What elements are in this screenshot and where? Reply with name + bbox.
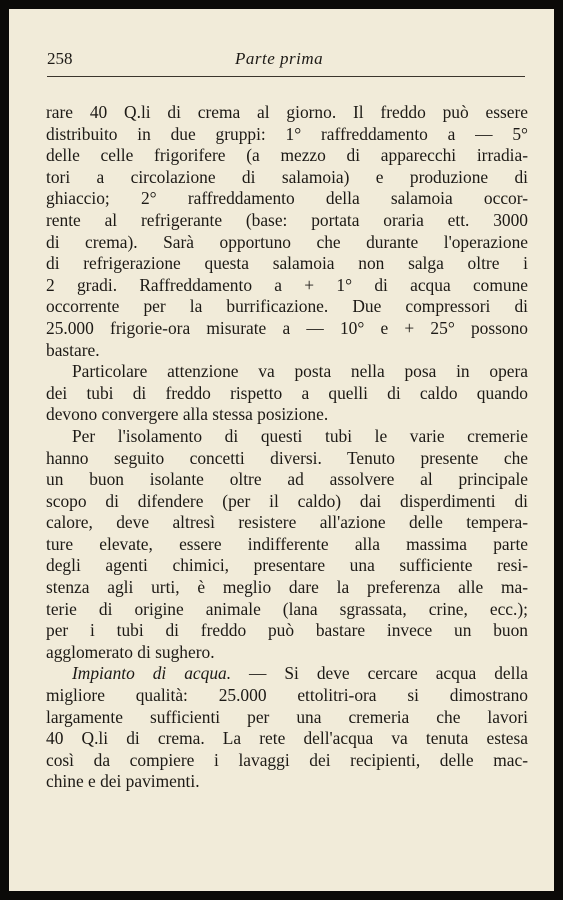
text-line: bastare. bbox=[46, 339, 100, 360]
book-page bbox=[9, 9, 554, 891]
text-line: 2 gradi. Raffreddamento a + 1° di acqua comune bbox=[46, 274, 528, 295]
paragraph bbox=[46, 102, 528, 361]
text-line: scopo di difendere (per il caldo) dai disperdimenti di bbox=[46, 490, 528, 511]
text-line: così da compiere i lavaggi dei recipienti, delle mac- bbox=[46, 749, 528, 770]
text-line: tori a circolazione di salamoia) e produzione di bbox=[46, 166, 528, 187]
text-line: delle celle frigorifere (a mezzo di apparecchi irradia- bbox=[46, 145, 528, 166]
text-line: distribuito in due gruppi: 1° raffreddamento a — 5° bbox=[46, 123, 528, 144]
text-line: 40 Q.li di crema. La rete dell'acqua va tenuta estesa bbox=[46, 728, 528, 749]
text-line: dei tubi di freddo rispetto a quelli di caldo quando bbox=[46, 382, 528, 403]
text-line: degli agenti chimici, presentare una sufficiente resi- bbox=[46, 555, 528, 576]
text-line bbox=[46, 663, 528, 685]
text-line: rare 40 Q.li di crema al giorno. Il freddo può essere bbox=[46, 102, 528, 122]
text-line: un buon isolante oltre ad assolvere al principale bbox=[46, 469, 528, 490]
text-line: di refrigerazione questa salamoia non salga oltre i bbox=[46, 253, 528, 274]
text-line: migliore qualità: 25.000 ettolitri-ora si dimostrano bbox=[46, 685, 528, 706]
running-head: Parte prima bbox=[235, 49, 324, 68]
text-line: rente al refrigerante (base: portata oraria ett. 3000 bbox=[46, 209, 528, 230]
text-line: per i tubi di freddo può bastare invece un buon bbox=[46, 620, 528, 641]
text-line: calore, deve altresì resistere all'azione delle tempera- bbox=[46, 512, 528, 533]
text-line: ture elevate, essere indifferente alla massima parte bbox=[46, 533, 528, 554]
paragraph bbox=[46, 663, 528, 793]
text-line: largamente sufficienti per una cremeria che lavori bbox=[46, 706, 528, 727]
text-line: hanno seguito concetti diversi. Tenuto presente che bbox=[46, 447, 528, 468]
section-lead-heading: Impianto di acqua. bbox=[72, 663, 232, 684]
text-line: devono convergere alla stessa posizione. bbox=[46, 404, 329, 425]
text-line: stenza agli urti, è meglio dare la preferenza alle ma- bbox=[46, 577, 528, 598]
text-line: terie di origine animale (lana sgrassata, crine, ecc.); bbox=[46, 598, 528, 619]
paragraph bbox=[46, 426, 528, 664]
text-line: chine e dei pavimenti. bbox=[46, 771, 200, 792]
text-line: ghiaccio; 2° raffreddamento della salamoia occor- bbox=[46, 188, 528, 209]
text-line: Per l'isolamento di questi tubi le varie cremerie bbox=[72, 425, 528, 446]
text-line: agglomerato di sughero. bbox=[46, 641, 215, 662]
text-line: occorrente per la burrificazione. Due compressori di bbox=[46, 296, 528, 317]
text-line: 25.000 frigorie-ora misurate a — 10° e + 25° possono bbox=[46, 317, 528, 338]
text-line: Particolare attenzione va posta nella posa in opera bbox=[72, 361, 528, 382]
body-text bbox=[46, 102, 528, 793]
page-number: 258 bbox=[47, 49, 73, 68]
paragraph bbox=[46, 361, 528, 426]
section-lead-text: — Si deve cercare acqua della bbox=[231, 663, 529, 684]
text-line: di crema). Sarà opportuno che durante l'operazione bbox=[46, 231, 528, 252]
header-rule bbox=[47, 76, 525, 77]
page-header bbox=[47, 49, 525, 73]
